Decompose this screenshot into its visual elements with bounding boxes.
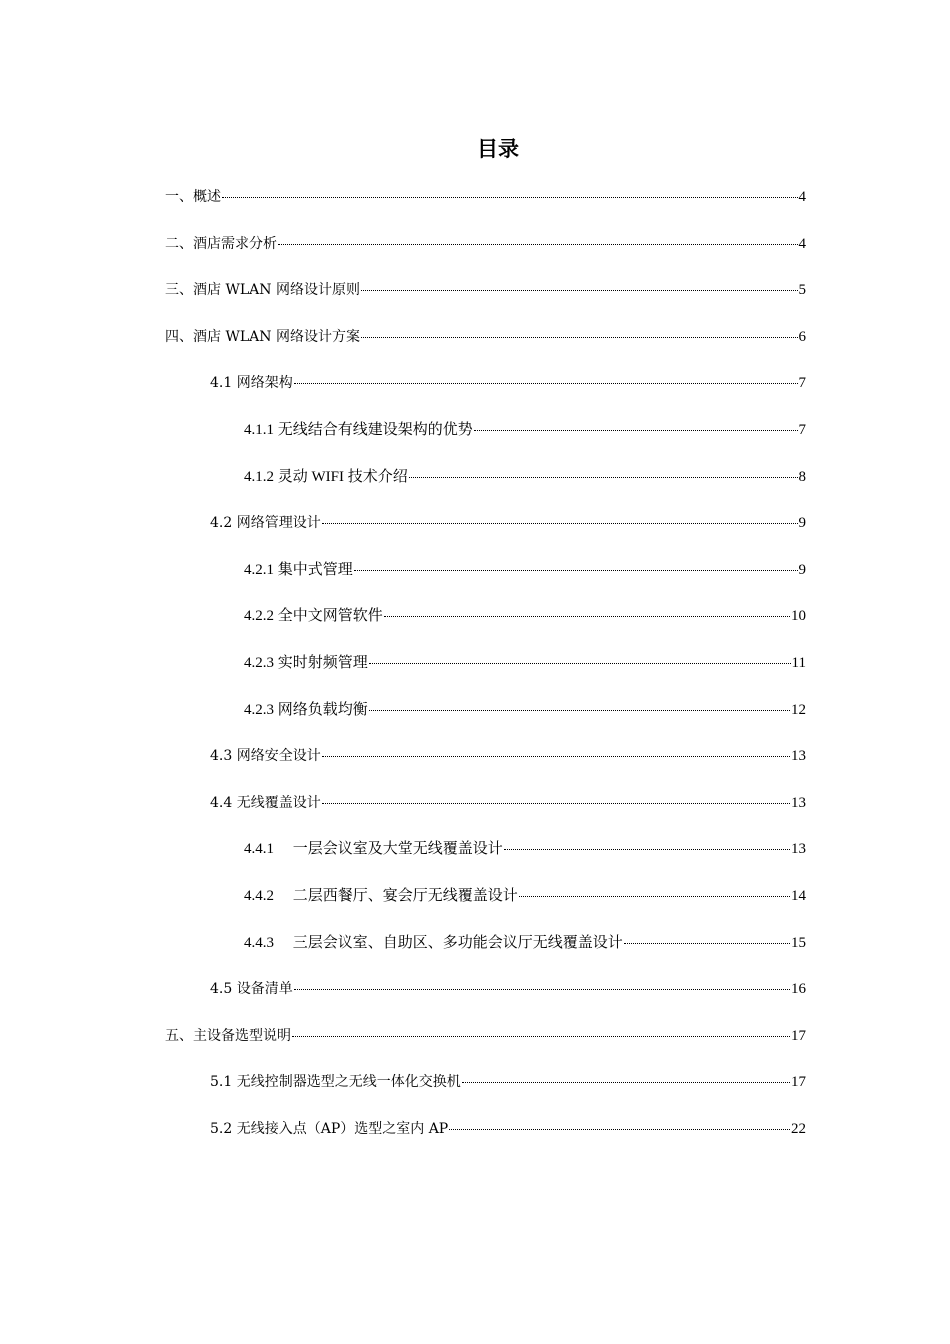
toc-page-number: 9 — [798, 561, 806, 578]
toc-entry-label: 五、主设备选型说明 — [165, 1027, 291, 1044]
toc-dot-leader — [322, 803, 790, 804]
toc-entry[interactable] — [210, 1072, 806, 1092]
toc-entry-label: 4.2.2 全中文网管软件 — [244, 608, 383, 625]
toc-entry[interactable] — [210, 1119, 806, 1139]
toc-entry-label: 四、酒店 WLAN 网络设计方案 — [165, 328, 360, 345]
toc-entry-label: 4.2.1 集中式管理 — [244, 561, 353, 578]
toc-page-number: 7 — [798, 422, 806, 438]
toc-dot-leader — [462, 1082, 790, 1083]
toc-entry[interactable] — [244, 653, 806, 673]
toc-entry[interactable] — [210, 793, 806, 813]
toc-page-number: 14 — [791, 888, 806, 904]
toc-entry-label: 4.1.2 灵动 WIFI 技术介绍 — [244, 468, 408, 485]
toc-entry-label: 4.2.3 网络负载均衡 — [244, 701, 368, 718]
toc-entry[interactable] — [165, 327, 806, 347]
toc-dot-leader — [519, 896, 790, 897]
toc-page-number: 12 — [791, 701, 806, 718]
toc-dot-leader — [322, 523, 798, 524]
toc-entry[interactable] — [244, 560, 806, 580]
toc-dot-leader — [292, 1036, 790, 1037]
toc-entry[interactable] — [244, 606, 806, 626]
toc-dot-leader — [384, 616, 790, 617]
toc-dot-leader — [354, 570, 798, 571]
toc-page-number: 11 — [791, 655, 806, 671]
toc-entry[interactable] — [210, 979, 806, 999]
toc-page-number: 9 — [798, 515, 806, 532]
toc-dot-leader — [361, 337, 798, 338]
toc-entry-label: 5.1 无线控制器选型之无线一体化交换机 — [210, 1074, 461, 1091]
toc-dot-leader — [369, 710, 790, 711]
toc-dot-leader — [504, 849, 790, 850]
toc-entry[interactable] — [165, 187, 806, 207]
toc-entry-label: 4.3 网络安全设计 — [210, 748, 321, 765]
toc-dot-leader — [409, 477, 798, 478]
toc-page-number: 5 — [798, 282, 806, 299]
toc-dot-leader — [449, 1129, 790, 1130]
toc-entry[interactable] — [165, 280, 806, 300]
toc-page-number: 13 — [791, 748, 806, 765]
toc-entry-label: 二、酒店需求分析 — [165, 235, 277, 252]
toc-page-number: 8 — [798, 468, 806, 485]
toc-entry-label: 4.4.1 一层会议室及大堂无线覆盖设计 — [244, 841, 503, 858]
toc-page-number: 15 — [791, 934, 806, 951]
toc-entry[interactable] — [210, 373, 806, 393]
toc-entry-label: 4.1 网络架构 — [210, 375, 293, 392]
toc-dot-leader — [294, 383, 798, 384]
toc-entry[interactable] — [210, 513, 806, 533]
toc-entry[interactable] — [244, 886, 806, 906]
toc-page-number: 17 — [791, 1074, 806, 1091]
toc-page-number: 4 — [798, 235, 806, 252]
toc-entry-label: 三、酒店 WLAN 网络设计原则 — [165, 282, 360, 299]
toc-page-number: 10 — [791, 608, 806, 625]
toc-entry-label: 4.2.3 实时射频管理 — [244, 655, 368, 671]
toc-entry[interactable] — [244, 467, 806, 487]
toc-entry[interactable] — [244, 700, 806, 720]
toc-page-number: 6 — [798, 328, 806, 345]
toc-page-number: 13 — [791, 794, 806, 811]
toc-entry-label: 4.2 网络管理设计 — [210, 515, 321, 532]
toc-entry[interactable] — [244, 420, 806, 440]
toc-dot-leader — [474, 430, 798, 431]
toc-page-number: 7 — [798, 375, 806, 392]
toc-entry-label: 4.5 设备清单 — [210, 981, 293, 998]
page-title: 目录 — [477, 137, 519, 161]
toc-page-number: 22 — [791, 1121, 806, 1137]
toc-page-number: 13 — [791, 841, 806, 858]
toc-dot-leader — [294, 989, 790, 990]
toc-dot-leader — [361, 290, 798, 291]
toc-dot-leader — [369, 663, 791, 664]
toc-entry[interactable] — [244, 933, 806, 953]
toc-entry-label: 4.4.3 三层会议室、自助区、多功能会议厅无线覆盖设计 — [244, 934, 623, 951]
toc-dot-leader — [624, 943, 790, 944]
toc-entry-label: 4.4.2 二层西餐厅、宴会厅无线覆盖设计 — [244, 888, 518, 904]
toc-entry-label: 5.2 无线接入点（AP）选型之室内 AP — [210, 1121, 449, 1137]
toc-entry-label: 一、概述 — [165, 189, 221, 205]
toc-entry[interactable] — [165, 1026, 806, 1046]
toc-dot-leader — [278, 244, 798, 245]
toc-entry[interactable] — [165, 234, 806, 254]
toc-entry[interactable] — [244, 839, 806, 859]
toc-dot-leader — [322, 756, 790, 757]
toc-dot-leader — [222, 197, 798, 198]
toc-entry[interactable] — [210, 746, 806, 766]
toc-page-number: 4 — [798, 189, 806, 205]
toc-entry-label: 4.4 无线覆盖设计 — [210, 794, 321, 811]
toc-page-number: 16 — [791, 981, 806, 998]
toc-page-number: 17 — [791, 1027, 806, 1044]
toc-entry-label: 4.1.1 无线结合有线建设架构的优势 — [244, 422, 473, 438]
